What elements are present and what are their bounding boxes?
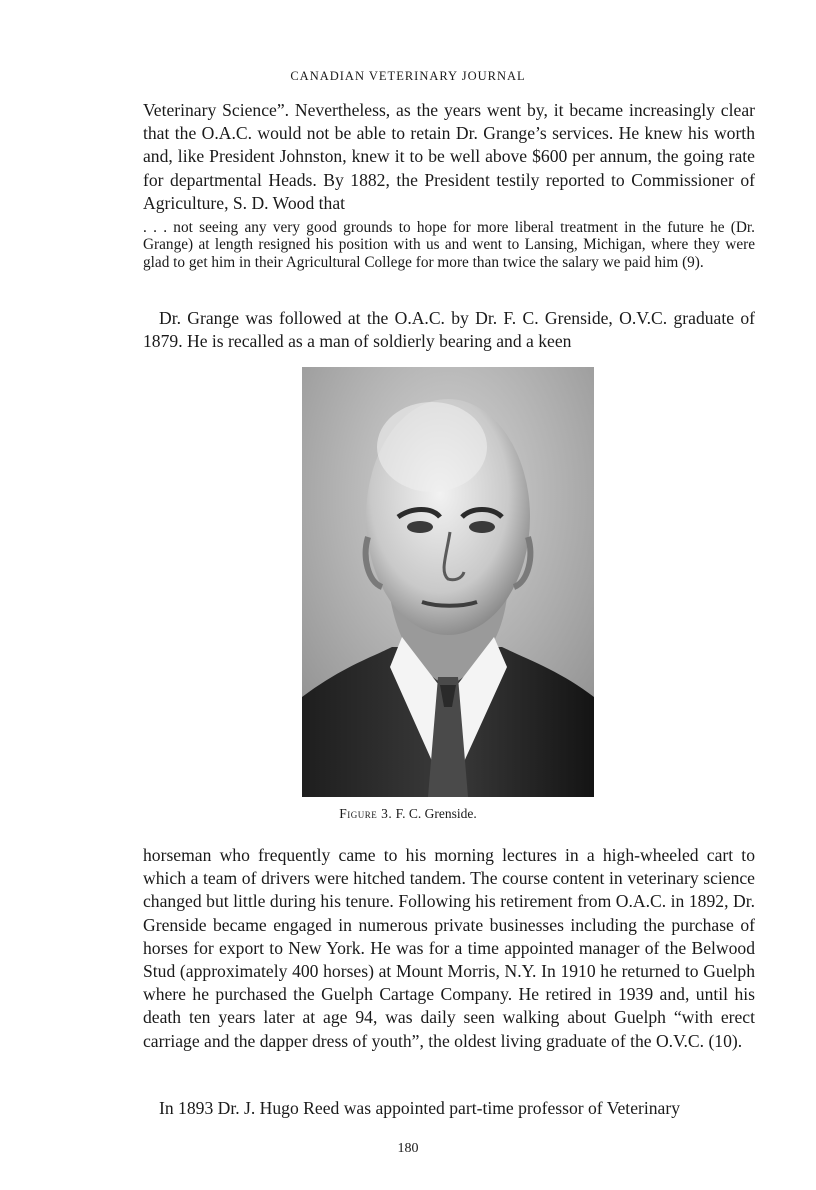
body-paragraph-4: In 1893 Dr. J. Hugo Reed was appointed part-time professor of Veterinary [159,1098,681,1118]
portrait-photo [302,367,594,797]
figure-caption [0,806,816,822]
body-paragraph-2: Dr. Grange was followed at the O.A.C. by Dr. F. C. Grenside, O.V.C. graduate of 1879. He is recalled as a man of soldierly bearing and a keen [143,308,755,352]
block-quote: . . . not seeing any very good grounds to hope for more liberal treatment in the future he (Dr. Grange) at length resigned his position with us and went to Lansing, Michigan, where they were glad to get him in their Agricultural College for more than twice the salary we paid him (9). [143,219,755,271]
page-number: 180 [397,1141,419,1156]
body-paragraph-1: Veterinary Science”. Nevertheless, as the years went by, it became increasingly clear that the O.A.C. would not be able to retain Dr. Grange’s services. He knew his worth and, like President Johnston, knew it to be well above $600 per annum, the going rate for departmental Heads. By 1882, the President testily reported to Commissioner of Agriculture, S. D. Wood that [143,100,755,213]
body-paragraph-3: horseman who frequently came to his morning lectures in a high-wheeled cart to which a team of drivers were hitched tandem. The course content in veterinary science changed but little during his tenure. Following his retirement from O.A.C. in 1892, Dr. Grenside became engaged in numerous private businesses including the purchase of horses for export to New York. He was for a time appointed manager of the Belwood Stud (approximately 400 horses) at Mount Morris, N.Y. In 1910 he returned to Guelph where he purchased the Guelph Cartage Company. He retired in 1939 and, until his death ten years later at age 94, was daily seen walking about Guelph “with erect carriage and the dapper dress of youth”, the oldest living graduate of the O.V.C. (10). [143,845,755,1051]
figure-label: Figure 3. [339,806,393,821]
figure-caption-text: F. C. Grenside. [392,806,477,821]
running-head: CANADIAN VETERINARY JOURNAL [290,69,526,83]
